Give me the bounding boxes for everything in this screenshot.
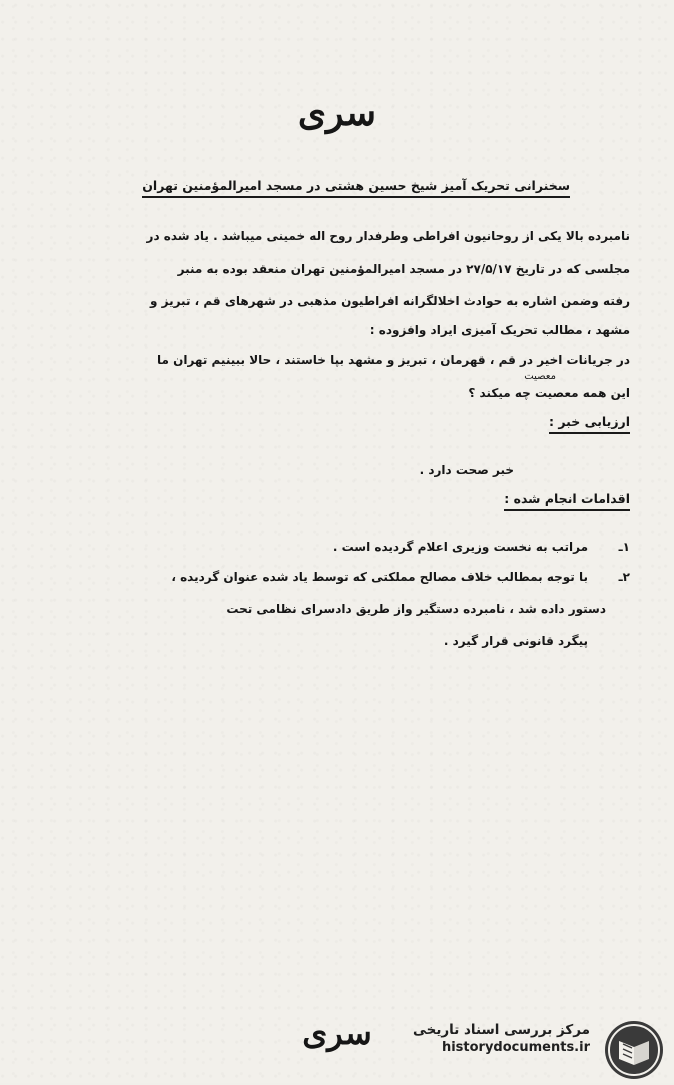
body-line-6: این همه معصیت چه میکند ؟ [468,386,630,400]
action-item-line: پیگرد قانونی قرار گیرد . [443,634,588,648]
actions-heading: اقدامات انجام شده : [504,491,630,511]
book-circle-icon [603,1019,665,1081]
assessment-heading: ارزیابی خبر : [549,414,630,434]
handwritten-annotation: معصیت [524,371,556,382]
document-subject: سخنرانی تحریک آمیز شیخ حسین هشتی در مسجد امیرالمؤمنین تهران [142,178,570,198]
body-line-5: در جریانات اخیر در قم ، قهرمان ، تبریز و مشهد بپا خاستند ، حالا ببینیم تهران ما [156,353,630,367]
body-line-1: نامبرده بالا یکی از روحانیون افراطی وطرفدار روح اله خمینی میباشد . یاد شده در [146,229,630,243]
action-item-line: با توجه بمطالب خلاف مصالح مملکتی که توسط یاد شده عنوان گردیده ، [171,570,588,584]
classification-footer: سری [302,1014,372,1052]
assessment-text: خبر صحت دارد . [419,463,514,477]
action-item-line: دستور داده شد ، نامبرده دستگیر واز طریق دادسرای نظامی تحت [226,602,606,616]
action-item-number: ۱ـ [618,540,630,554]
classification-header: سری [297,92,377,134]
action-item-number: ۲ـ [618,570,630,584]
body-line-2: مجلسی که در تاریخ ۲۷/۵/۱۷ در مسجد امیرالمؤمنین تهران منعقد بوده به منبر [177,262,630,276]
watermark-url: historydocuments.ir [441,1040,590,1055]
watermark [413,1022,590,1055]
body-line-4: مشهد ، مطالب تحریک آمیزی ایراد وافزوده : [369,323,630,337]
action-item-line: مراتب به نخست وزیری اعلام گردیده است . [332,540,588,554]
watermark-name: مرکز بررسی اسناد تاریخی [412,1022,590,1038]
body-line-3: رفته وضمن اشاره به حوادث اخلالگرانه افراطیون مذهبی در شهرهای قم ، تبریز و [149,294,630,308]
